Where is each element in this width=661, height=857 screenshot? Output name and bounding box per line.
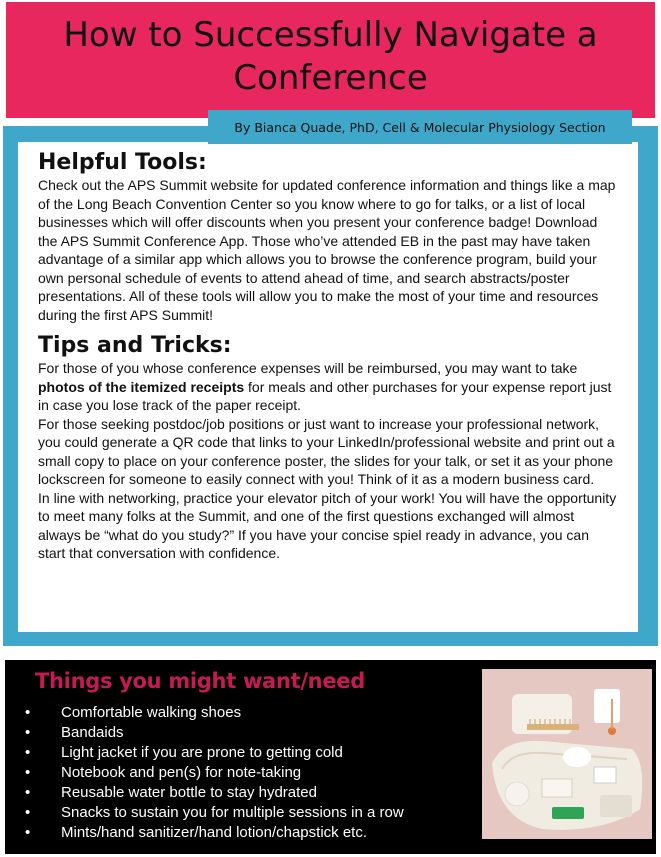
helpful-tools-heading: Helpful Tools: [38, 150, 207, 175]
list-item [23, 743, 404, 763]
receipts-emphasis: photos of the itemized receipts [38, 378, 245, 395]
conference-kit-photo [482, 669, 652, 839]
checklist [23, 703, 404, 843]
receipts-text-before: For those of you whose conference expenses will be reimbursed, you may want to take [38, 360, 578, 376]
content-panel [18, 142, 638, 632]
tips-heading: Tips and Tricks: [38, 333, 232, 358]
checklist-heading: Things you might want/need [35, 669, 365, 693]
bullet-icon: • [25, 724, 31, 741]
list-item-label: Reusable water bottle to stay hydrated [61, 784, 317, 801]
tips-paragraph-networking: For those seeking postdoc/job positions or just want to increase your professional network, you could generate a QR code that links to your LinkedIn/professional website and print out a small copy to place on your conference poster, the slides for your talk, or set it as your phone lockscreen for someone to easily connect with you! Think of it as a modern business card. [38, 415, 615, 487]
checklist-box [5, 660, 656, 854]
list-item [23, 723, 404, 743]
tips-paragraph-receipts [38, 359, 620, 415]
list-item [23, 703, 404, 723]
toiletry-pouch-illustration [482, 669, 652, 839]
list-item-label: Snacks to sustain you for multiple sessions in a row [61, 804, 404, 821]
bullet-icon: • [25, 784, 31, 801]
author-byline: By Bianca Quade, PhD, Cell & Molecular Physiology Section [208, 110, 632, 144]
list-item [23, 823, 404, 843]
bullet-icon: • [25, 764, 31, 781]
list-item-label: Bandaids [61, 724, 124, 741]
list-item-label: Light jacket if you are prone to getting cold [61, 744, 343, 761]
bullet-icon: • [25, 804, 31, 821]
bullet-icon: • [25, 744, 31, 761]
list-item [23, 803, 404, 823]
bullet-icon: • [25, 704, 31, 721]
bullet-icon: • [25, 824, 31, 841]
list-item-label: Mints/hand sanitizer/hand lotion/chapstick etc. [61, 824, 367, 841]
list-item [23, 763, 404, 783]
receipts-text-after: for meals and other purchases for your expense report just in case you lose track of the paper receipt. [38, 378, 612, 413]
helpful-tools-body: Check out the APS Summit website for updated conference information and things like a map of the Long Beach Convention Center so you know where to go for talks, or a list of local businesses which will offer discounts when you present your conference badge! Download the APS Summit Conference App. Those who’ve attended EB in the past may have taken advantage of a similar app which allows you to browse the conference program, build your own personal schedule of events to attend ahead of time, and search abstracts/poster presentations. All of these tools will allow you to make the most of your time and resources during the first APS Summit! [38, 177, 616, 323]
list-item [23, 783, 404, 803]
list-item-label: Comfortable walking shoes [61, 704, 242, 721]
title-banner [6, 2, 655, 118]
page-title: How to Successfully Navigate a Conference [63, 15, 598, 98]
tips-paragraph-elevator-pitch: In line with networking, practice your elevator pitch of your work! You will have the opportunity to meet many folks at the Summit, and one of the first questions exchanged will almost always be “what do you study?” If you have your concise spiel ready in advance, you can start that conversation with confidence. [38, 489, 617, 561]
list-item-label: Notebook and pen(s) for note-taking [61, 764, 302, 781]
